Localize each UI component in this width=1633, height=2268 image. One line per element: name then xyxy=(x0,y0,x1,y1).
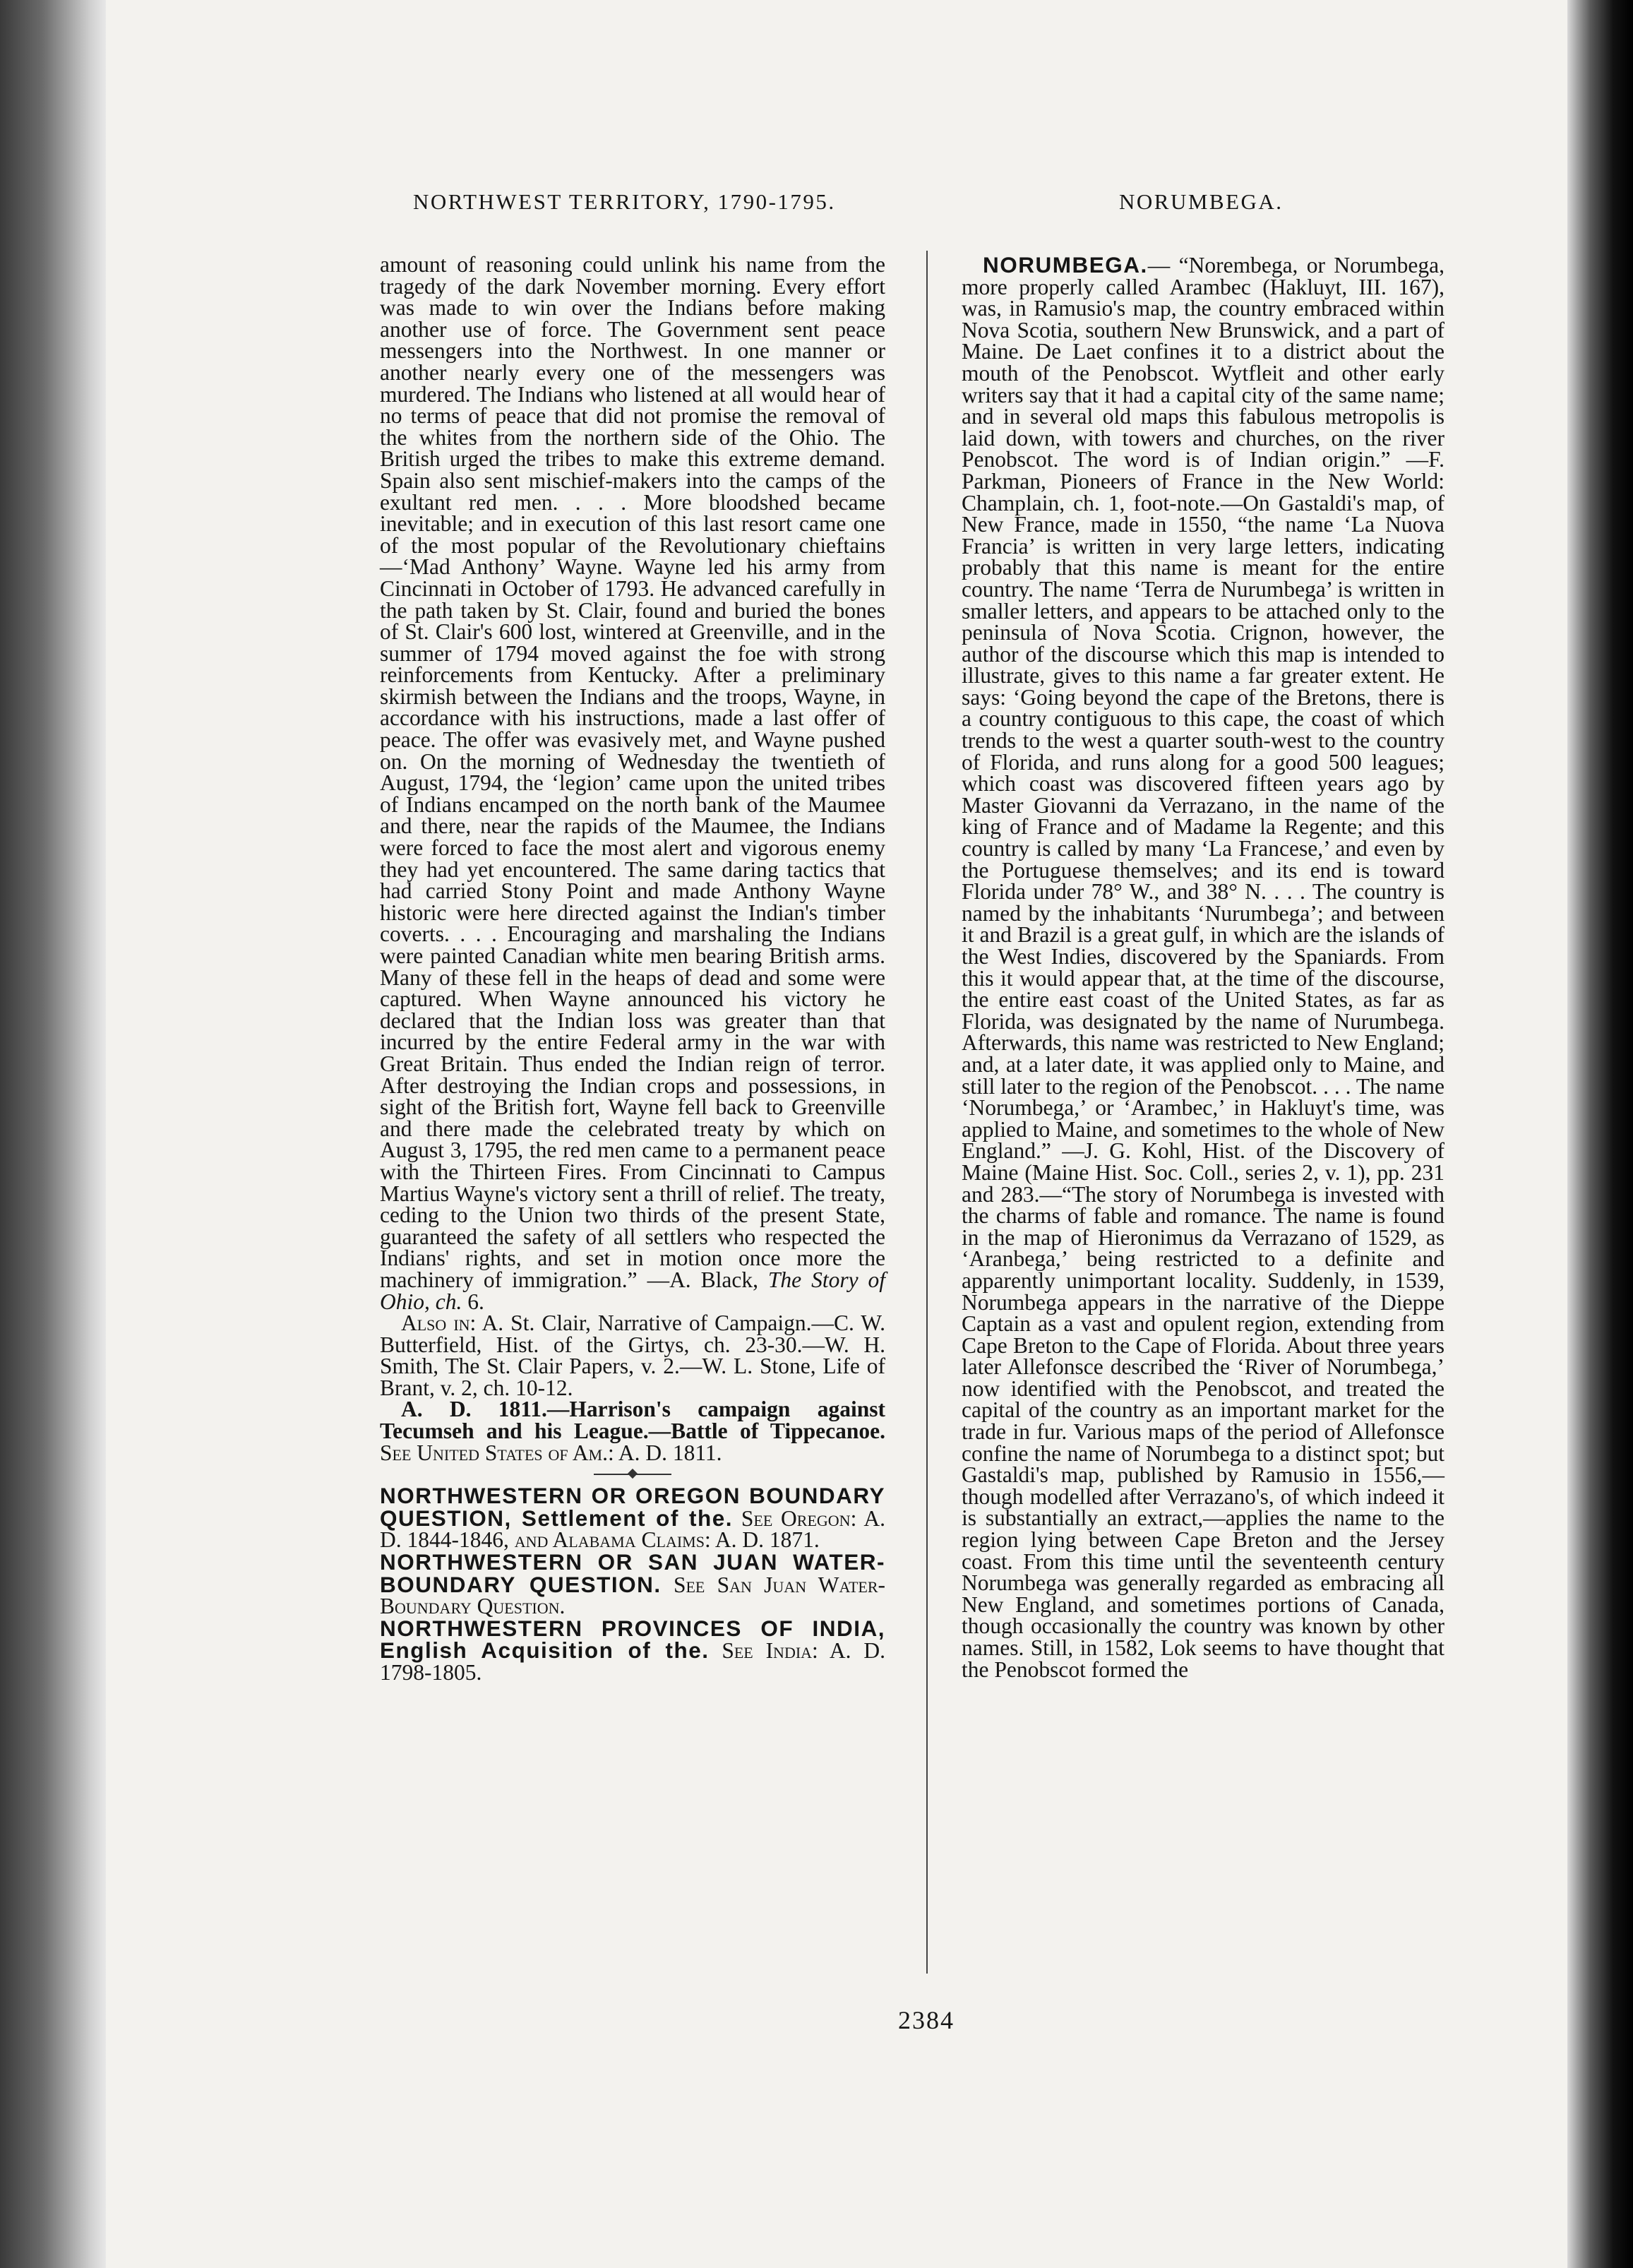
left-binding-edge xyxy=(0,0,106,2268)
oregon-boundary-entry xyxy=(380,1485,885,1551)
citation-suffix: 6. xyxy=(462,1289,484,1314)
running-header xyxy=(413,189,1440,225)
header-left: NORTHWEST TERRITORY, 1790-1795. xyxy=(413,189,836,214)
ad-1811-heading: A. D. 1811.—Harrison's campaign against Tecumseh and his League.—Battle of Tippecanoe. xyxy=(380,1397,885,1444)
also-in-text: : A. St. Clair, Narrative of Campaign.—C. W. Butterfield, Hist. of the Girtys, ch. 23-30.—W. H. Smith, The St. Clair Papers, v. 2.—W. L. Stone, Life of Brant, v. 2, ch. 10-12. xyxy=(380,1311,885,1400)
citation-prefix: —A. Black, xyxy=(647,1267,768,1292)
citation-title: The Story of Ohio, ch. xyxy=(380,1267,886,1314)
page-number: 2384 xyxy=(898,2006,955,2034)
see-reference: See San Juan Water-Boundary Question. xyxy=(380,1572,885,1619)
norumbega-article xyxy=(962,254,1444,1681)
left-column xyxy=(380,254,885,1684)
right-column xyxy=(962,254,1444,1681)
also-in-paragraph xyxy=(380,1313,885,1399)
header-right: NORUMBEGA. xyxy=(1119,189,1284,214)
san-juan-boundary-entry xyxy=(380,1551,885,1618)
entry-heading: NORTHWESTERN PROVINCES OF INDIA, English Acquisition of the. xyxy=(380,1615,885,1664)
also-in-label: Also in xyxy=(401,1311,470,1336)
divider-diamond-icon xyxy=(628,1469,638,1479)
see-reference: See India: A. D. 1798-1805. xyxy=(380,1638,885,1685)
see-reference: See Oregon: A. D. 1844-1846, and Alabama Claims: A. D. 1871. xyxy=(380,1505,886,1553)
norumbega-text: — “Norembega, or Norumbega, more properly called Arambec (Hakluyt, III. 167), was, in Ramusio's map, the country embraced within Nova Scotia, southern New Brunswick, and a part of Maine. De Laet confines it to a district about the mouth of the Penobscot. Wytfleit and other early writers say that it had a capital city of the same name; and in several old maps this fabulous metropolis is laid down, with towers and churches, on the river Penobscot. The word is of Indian origin.” —F. Parkman, Pioneers of France in the New World: Champlain, ch. 1, foot-note.—On Gastaldi's map, of New France, made in 1550, “the name ‘La Nuova Francia’ is written in very large letters, indicating probably that this name is meant for the entire country. The name ‘Terra de Nurumbega’ is written in smaller letters, and appears to be attached only to the peninsula of Nova Scotia. Crignon, however, the author of the discourse which this map is intended to illustrate, gives to this name a far greater extent. He says: ‘Going beyond the cape of the Bretons, there is a country contiguous to this cape, the coast of which trends to the west a quarter south-west to the country of Florida, and runs along for a good 500 leagues; which coast was discovered fifteen years ago by Master Giovanni da Verrazano, in the name of the king of France and of Madame la Regente; and this country is called by many ‘La Francese,’ and even by the Portuguese themselves; and its end is toward Florida under 78° W., and 38° N. . . . The country is named by the inhabitants ‘Nurumbega’; and between it and Brazil is a great gulf, in which are the islands of the West Indies, discovered by the Spaniards. From this it would appear that, at the time of the discourse, the entire east coast of the United States, as far as Florida, was designated by the name of Nurumbega. Afterwards, this name was restricted to New England; and, at a later date, it was applied only to Maine, and still later to the region of the Penobscot. . . . The name ‘Norumbega,’ or ‘Arambec,’ in Hakluyt's time, was applied to Maine, and sometimes to the whole of New England.” —J. G. Kohl, Hist. of the Discovery of Maine (Maine Hist. Soc. Coll., series 2, v. 1), pp. 231 and 283.—“The story of Norumbega is invested with the charms of fable and romance. The name is found in the map of Hieronimus da Verrazano of 1529, as ‘Aranbega,’ being restricted to a definite and apparently unimportant locality. Suddenly, in 1539, Norumbega appears in the narrative of the Dieppe Captain as a vast and opulent region, extending from Cape Breton to the Cape of Florida. About three years later Allefonsce described the ‘River of Norumbega,’ now identified with the Penobscot, and treated the capital of the country as an important market for the trade in fur. Various maps of the period of Allefonsce confine the name of Norumbega to a distinct spot; but Gastaldi's map, published by Ramusio in 1556,—though modelled after Verrazano's, of which indeed it is substantially an extract,—applies the name to the region lying between Cape Breton and the Jersey coast. From this time until the seventeenth century Norumbega was generally regarded as embracing all New England, and sometimes portions of Canada, though occasionally the country was known by other names. Still, in 1582, Lok seems to have thought that the Penobscot formed the xyxy=(962,253,1444,1682)
ad-1811-entry xyxy=(380,1399,885,1464)
norumbega-heading: NORUMBEGA. xyxy=(983,252,1148,277)
ad-1811-see-reference: See United States of Am.: A. D. 1811. xyxy=(380,1440,722,1465)
paragraph-text: amount of reasoning could unlink his name from the tragedy of the dark November morning. Every effort was made to win over the Indians before making another use of force. The Government sent peace messengers into the Northwest. In one manner or another nearly every one of the messengers was murdered. The Indians who listened at all would hear of no terms of peace that did not promise the removal of the whites from the northern side of the Ohio. The British urged the tribes to make this extreme demand. Spain also sent mischief-makers into the camps of the exultant red men. . . . More bloodshed became inevitable; and in execution of this last resort came one of the most popular of the Revolutionary chieftains—‘Mad Anthony’ Wayne. Wayne led his army from Cincinnati in October of 1793. He advanced carefully in the path taken by St. Clair, found and buried the bones of St. Clair's 600 lost, wintered at Greenville, and in the summer of 1794 moved against the foe with strong reinforcements from Kentucky. After a preliminary skirmish between the Indians and the troops, Wayne, in accordance with his instructions, made a last offer of peace. The offer was evasively met, and Wayne pushed on. On the morning of Wednesday the twentieth of August, 1794, the ‘legion’ came upon the united tribes of Indians encamped on the north bank of the Maumee and there, near the rapids of the Maumee, the Indians were forced to face the most alert and vigorous enemy they had yet encountered. The same daring tactics that had carried Stony Point and made Anthony Wayne historic were here directed against the Indian's timber coverts. . . . Encouraging and marshaling the Indians were painted Canadian white men bearing British arms. Many of these fell in the heaps of dead and some were captured. When Wayne announced his victory he declared that the Indian loss was greater than that incurred by the entire Federal army in the war with Great Britain. Thus ended the Indian reign of terror. After destroying the Indian crops and possessions, in sight of the British fort, Wayne fell back to Greenville and there made the celebrated treaty by which on August 3, 1795, the red men came to a permanent peace with the Thirteen Fires. From Cincinnati to Campus Martius Wayne's victory sent a thrill of relief. The treaty, ceding to the Union two thirds of the present State, guaranteed the safety of all settlers who respected the Indians' rights, and set in motion once more the machinery of immigration.” xyxy=(380,252,885,1292)
entry-heading: NORTHWESTERN OR SAN JUAN WATER-BOUNDARY QUESTION. xyxy=(380,1549,885,1597)
right-scan-border xyxy=(1567,0,1633,2268)
wayne-campaign-paragraph xyxy=(380,254,885,1313)
northwestern-provinces-entry xyxy=(380,1615,885,1685)
column-divider xyxy=(926,251,928,1974)
entry-heading: NORTHWESTERN OR OREGON BOUNDARY QUESTION, Settlement of the. xyxy=(380,1483,885,1531)
section-divider xyxy=(594,1474,671,1475)
